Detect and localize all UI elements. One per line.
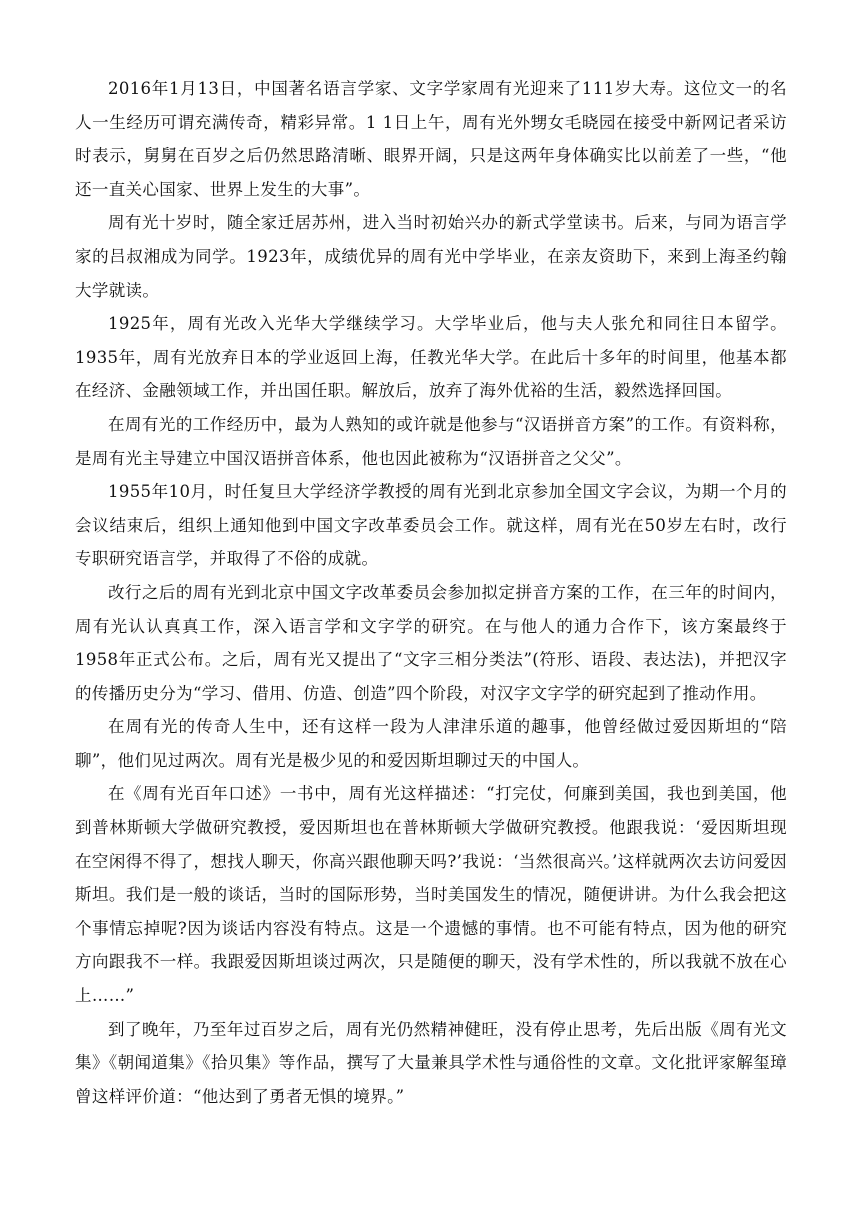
paragraph-memoir-quote: 在《周有光百年口述》一书中，周有光这样描述：“打完仗，何廉到美国，我也到美国，他到普林斯顿大学做研究教授，爱因斯坦也在普林斯顿大学做研究教授。他跟我说：‘爱因斯坦现在空闲得不得了，想找人聊天，你高兴跟他聊天吗?’我说：‘当然很高兴。’这样就两次去访问爱因斯坦。我们是一般的谈话，当时的国际形势，当时美国发生的情况，随便讲讲。为什么我会把这个事情忘掉呢?因为谈话内容没有特点。这是一个遗憾的事情。也不可能有特点，因为他的研究方向跟我不一样。我跟爱因斯坦谈过两次，只是随便的聊天，没有学术性的，所以我就不放在心上……” bbox=[75, 784, 787, 1006]
paragraph-pinyin-work: 在周有光的工作经历中，最为人熟知的或许就是他参与“汉语拼音方案”的工作。有资料称，是周有光主导建立中国汉语拼音体系，他也因此被称为“汉语拼音之父父”。 bbox=[75, 414, 787, 468]
paragraph-birthday: 2016年1月13日，中国著名语言学家、文字学家周有光迎来了111岁大寿。这位文一的名人一生经历可谓充满传奇，精彩异常。1 1日上午，周有光外甥女毛晓园在接受中新网记者采访时表示，舅舅在百岁之后仍然思路清晰、眼界开阔，只是这两年身体确实比以前差了一些，“他还一直关心国家、世界上发生的大事”。 bbox=[75, 79, 787, 199]
document-page bbox=[75, 72, 787, 1113]
paragraph-pinyin-scheme: 改行之后的周有光到北京中国文字改革委员会参加拟定拼音方案的工作，在三年的时间内，周有光认认真真工作，深入语言学和文字学的研究。在与他人的通力合作下，该方案最终于1958年正式公布。之后，周有光又提出了“文字三相分类法”(符形、语段、表达法)，并把汉字的传播历史分为“学习、借用、仿造、创造”四个阶段，对汉字文字学的研究起到了推动作用。 bbox=[75, 582, 787, 703]
paragraph-einstein-anecdote: 在周有光的传奇人生中，还有这样一段为人津津乐道的趣事，他曾经做过爱因斯坦的“陪聊”，他们见过两次。周有光是极少见的和爱因斯坦聊过天的中国人。 bbox=[75, 717, 787, 770]
paragraph-university-career: 1925年，周有光改入光华大学继续学习。大学毕业后，他与夫人张允和同往日本留学。1935年，周有光放弃日本的学业返回上海，任教光华大学。在此后十多年的时间里，他基本都在经济、金融领域工作，并出国任职。解放后，放弃了海外优裕的生活，毅然选择回国。 bbox=[75, 314, 787, 401]
paragraph-career-change: 1955年10月，时任复旦大学经济学教授的周有光到北京参加全国文字会议，为期一个月的会议结束后，组织上通知他到中国文字改革委员会工作。就这样，周有光在50岁左右时，改行专职研究语言学，并取得了不俗的成就。 bbox=[75, 482, 787, 569]
paragraph-later-years: 到了晚年，乃至年过百岁之后，周有光仍然精神健旺，没有停止思考，先后出版《周有光文集》《朝闻道集》《拾贝集》等作品，撰写了大量兼具学术性与通俗性的文章。文化批评家解玺璋曾这样评价道：“他达到了勇者无惧的境界。” bbox=[75, 1019, 787, 1106]
paragraph-early-education: 周有光十岁时，随全家迁居苏州，进入当时初始兴办的新式学堂读书。后来，与同为语言学家的吕叔湘成为同学。1923年，成绩优异的周有光中学毕业，在亲友资助下，来到上海圣约翰大学就读。 bbox=[75, 213, 787, 300]
